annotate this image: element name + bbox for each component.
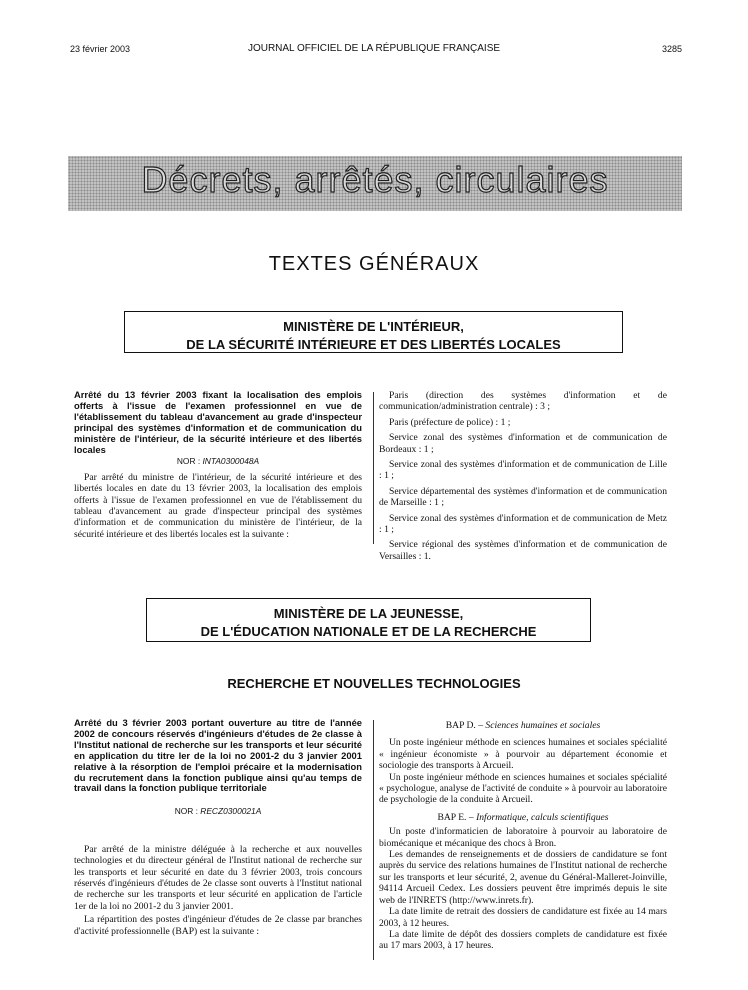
location-item: Paris (direction des systèmes d'information et de communication/administration centrale) : 3 ; — [379, 390, 667, 413]
arrete-2-body-1: Par arrêté de la ministre déléguée à la recherche et aux nouvelles technologies et du directeur général de l'Institut national de recherche sur les transports et leur sécurité en date du 3 février 2003, trois concours réservés d'ingénieurs d'études de 2e classe sont ouverts à l'Institut national de recherche sur les transports et leur sécurité en application de l'article 1er de la loi no 2001-2 du 3 janvier 2001. — [74, 843, 362, 912]
banner-title: Décrets, arrêtés, circulaires — [141, 159, 609, 200]
location-item: Service régional des systèmes d'information et de communication de Versailles : 1. — [379, 539, 667, 562]
arrete-2-left-column — [74, 718, 362, 937]
location-item: Service départemental des systèmes d'information et de communication de Marseille : 1 ; — [379, 485, 667, 509]
bap-e-item: Un poste d'informaticien de laboratoire à pourvoir au laboratoire de biomécanique et mécanique des chocs à Bron. — [379, 826, 667, 849]
arrete-1-right-column — [379, 390, 667, 562]
location-item: Service zonal des systèmes d'information et de communication de Metz : 1 ; — [379, 512, 667, 536]
bap-d-label: BAP D. – — [445, 720, 483, 731]
column-divider — [373, 392, 374, 544]
bap-d-heading — [379, 720, 667, 731]
nor-code: INTA0300048A — [202, 456, 260, 467]
bap-e-item: La date limite de dépôt des dossiers complets de candidature est fixée au 17 mars 2003, à 17 heures. — [379, 928, 667, 952]
arrete-1-left-column — [74, 390, 362, 540]
arrete-2-right-column — [379, 720, 667, 952]
bap-e-item: Les demandes de renseignements et de dossiers de candidature se font auprès du service des relations humaines de l'Institut national de recherche sur les transports et leur sécurité, 2, avenue du Général-Malleret-Joinville, 94114 Arcueil Cedex. Les dossiers peuvent être imprimés depuis le site web de l'INRETS (http://www.inrets.fr). — [379, 849, 667, 906]
bap-e-heading — [379, 812, 667, 823]
location-item: Service zonal des systèmes d'information et de communication de Lille : 1 ; — [379, 459, 667, 482]
arrete-2-nor — [74, 806, 362, 817]
subsection-title: RECHERCHE ET NOUVELLES TECHNOLOGIES — [227, 676, 521, 691]
arrete-1-nor — [74, 456, 362, 467]
section-banner — [68, 156, 682, 211]
ministry-line-1: MINISTÈRE DE L'INTÉRIEUR, — [283, 319, 464, 334]
header-date: 23 février 2003 — [70, 44, 131, 54]
ministry-line-1: MINISTÈRE DE LA JEUNESSE, — [273, 606, 464, 621]
nor-label: NOR : — [174, 806, 198, 817]
header-page-number: 3285 — [661, 44, 682, 54]
location-item: Paris (préfecture de police) : 1 ; — [389, 416, 511, 428]
ministry-heading-education — [146, 598, 591, 642]
ministry-line-2: DE L'ÉDUCATION NATIONALE ET DE LA RECHERCHE — [200, 624, 537, 639]
arrete-1-body: Par arrêté du ministre de l'intérieur, de la sécurité intérieure et des libertés locales en date du 13 février 2003, la localisation des emplois offerts à l'issue de l'examen professionnel en vue de l'établissement du tableau d'avancement au grade d'inspecteur principal des systèmes d'information et de communication du ministère de l'intérieur, de la sécurité intérieure et des libertés locales est la suivante : — [74, 471, 362, 540]
nor-code: RECZ0300021A — [200, 806, 262, 817]
bap-e-label: BAP E. – — [437, 811, 474, 823]
bap-d-title: Sciences humaines et sociales — [485, 720, 601, 731]
ministry-heading-interieur — [124, 311, 623, 353]
column-divider — [373, 720, 374, 960]
section-title: TEXTES GÉNÉRAUX — [268, 253, 480, 275]
bap-d-item: Un poste ingénieur méthode en sciences humaines et sociales spécialité « ingénieur économiste » à pourvoir au département économie et sociologie des transports à Arcueil. — [379, 737, 667, 772]
nor-label: NOR : — [176, 456, 201, 467]
location-item: Service zonal des systèmes d'information et de communication de Bordeaux : 1 ; — [379, 432, 667, 455]
ministry-line-2: DE LA SÉCURITÉ INTÉRIEURE ET DES LIBERTÉS LOCALES — [186, 337, 561, 352]
arrete-1-title: Arrêté du 13 février 2003 fixant la localisation des emplois offerts à l'issue de l'examen professionnel en vue de l'établissement du tableau d'avancement au grade d'inspecteur principal des systèmes d'information et de communication du ministère de l'intérieur, de la sécurité intérieure et des libertés locales — [74, 389, 362, 455]
bap-e-item: La date limite de retrait des dossiers de candidature est fixée au 14 mars 2003, à 12 heures. — [379, 906, 667, 929]
header-journal-title: JOURNAL OFFICIEL DE LA RÉPUBLIQUE FRANÇAISE — [247, 43, 501, 54]
bap-d-item: Un poste ingénieur méthode en sciences humaines et sociales spécialité « psychologue, analyse de l'activité de conduite » à pourvoir au laboratoire de psychologie de la conduite à Arcueil. — [379, 771, 667, 806]
arrete-2-body-2: La répartition des postes d'ingénieur d'études de 2e classe par branches d'activité professionnelle (BAP) est la suivante : — [74, 914, 362, 937]
arrete-2-title: Arrêté du 3 février 2003 portant ouverture au titre de l'année 2002 de concours réservés d'ingénieurs d'études de 2e classe à l'Institut national de recherche sur les transports et leur sécurité en application du titre Ier de la loi no 2001-2 du 3 janvier 2001 relative à la résorption de l'emploi précaire et la modernisation du recrutement dans la fonction publique ainsi qu'au temps de travail dans la fonction publique territoriale — [74, 717, 362, 794]
bap-e-title: Informatique, calculs scientifiques — [476, 811, 609, 823]
